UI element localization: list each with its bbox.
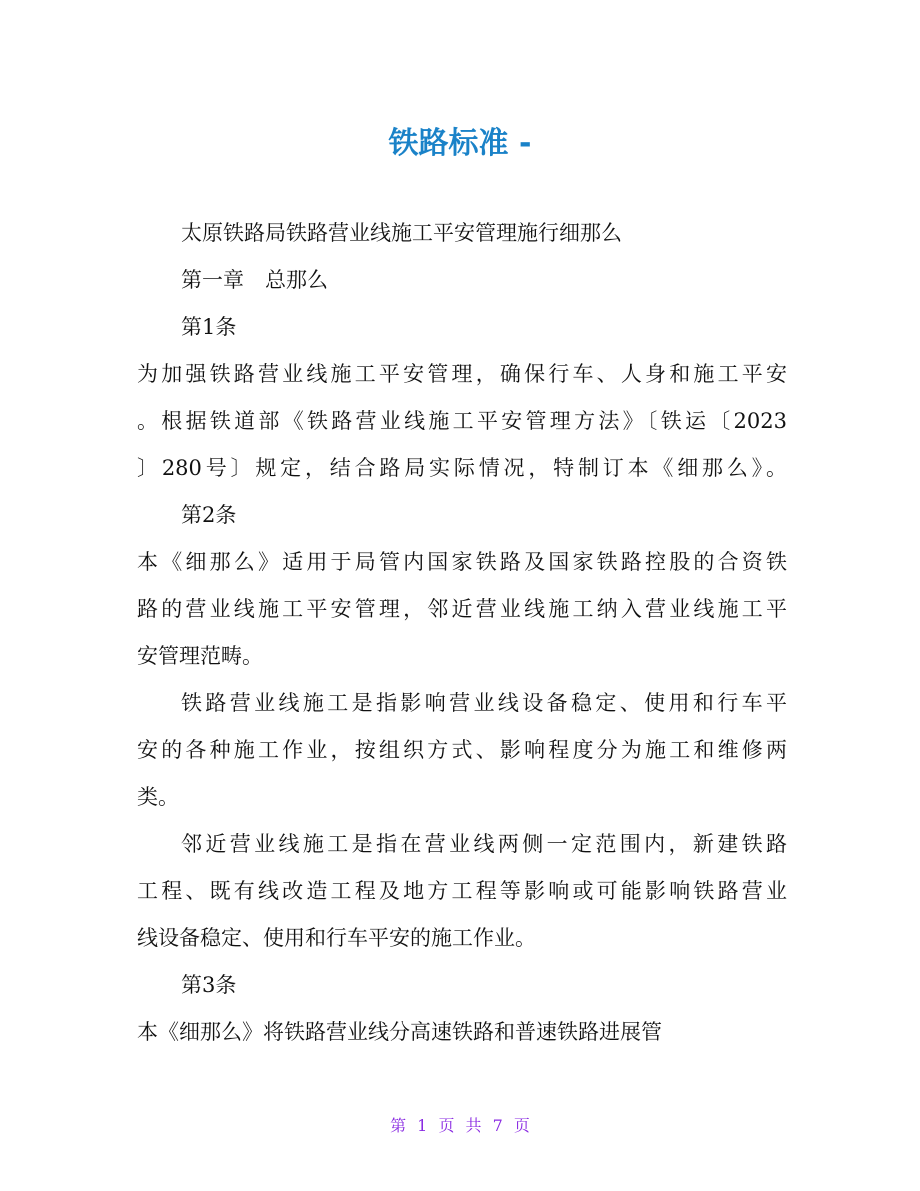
text-line: 太原铁路局铁路营业线施工平安管理施行细那么 [181,221,622,245]
text-line: 第1条 [181,315,237,339]
text-line: 第3条 [181,973,237,997]
page-footer: 第 1 页 共 7 页 [390,1116,530,1135]
text-line: 为加强铁路营业线施工平安管理，确保行车、人身和施工平安 [137,362,787,386]
text-line: 邻近营业线施工是指在营业线两侧一定范围内，新建铁路 [181,832,787,856]
text-line: 。根据铁道部《铁路营业线施工平安管理方法》〔铁运〔2023 [137,409,787,433]
document-title: 铁路标准 - [388,126,532,161]
document-body [137,210,787,1056]
text-line: 本《细那么》适用于局管内国家铁路及国家铁路控股的合资铁 [137,550,787,574]
text-line: 工程、既有线改造工程及地方工程等影响或可能影响铁路营业 [137,879,787,903]
text-line: 路的营业线施工平安管理，邻近营业线施工纳入营业线施工平 [137,597,787,621]
text-line: 铁路营业线施工是指影响营业线设备稳定、使用和行车平 [181,691,787,715]
text-line: 第2条 [181,503,237,527]
text-line: 〕280号〕规定，结合路局实际情况，特制订本《细那么》。 [137,456,787,480]
text-line: 本《细那么》将铁路营业线分高速铁路和普速铁路进展管 [137,1020,662,1044]
text-line: 安的各种施工作业，按组织方式、影响程度分为施工和维修两 [137,738,787,762]
text-line: 第一章 总那么 [181,268,328,292]
text-line: 类。 [137,785,179,809]
text-line: 线设备稳定、使用和行车平安的施工作业。 [137,926,536,950]
text-line: 安管理范畴。 [137,644,263,668]
